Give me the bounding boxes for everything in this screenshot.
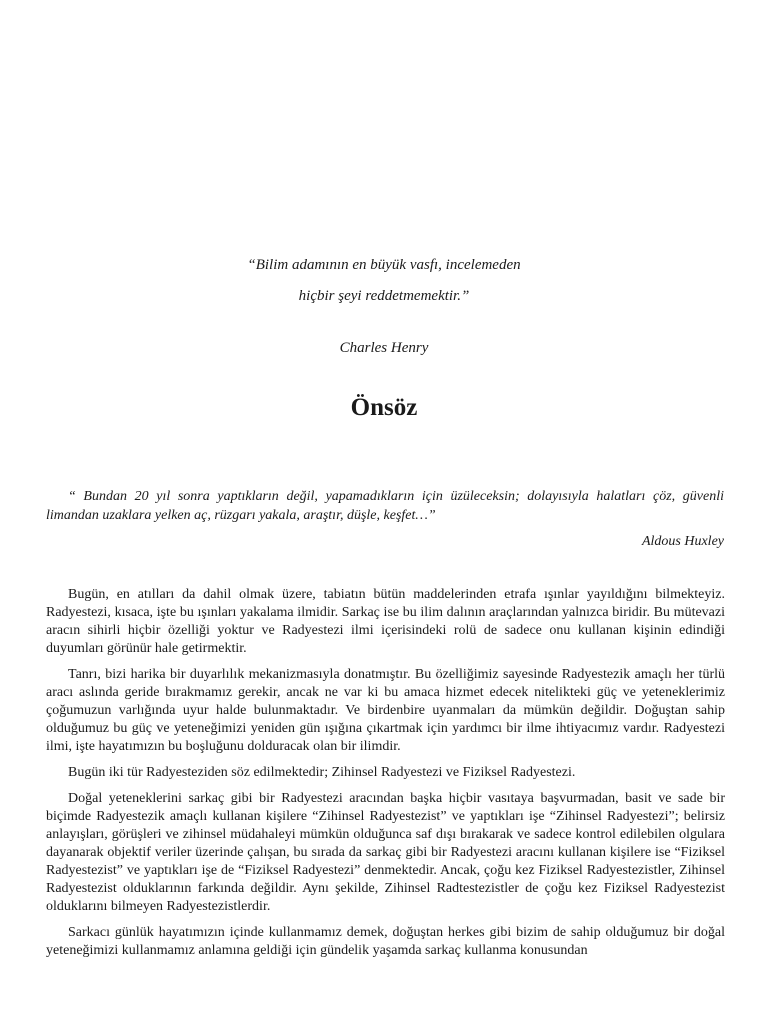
epigraph-line-1: “Bilim adamının en büyük vasfı, incelemeden	[247, 257, 521, 273]
paragraph: Tanrı, bizi harika bir duyarlılık mekanizmasıyla donatmıştır. Bu özelliğimiz sayesinde Radyestezik amaçlı her türlü aracı aslında geride bırakmamız gerekir, ancak ne var ki bu amaca hizmet edecek nitelikteki güç ve yeteneklerimiz çoğumuzun varlığında uyur halde bulunmaktadır. Ve birdenbire uyanmaları da mümkün değildir. Doğuştan sahip olduğumuz bu güç ve yeteneğimizi yeniden gün ışığına çıkartmak için yardımcı bir ilme ihtiyacımız vardır. Radyestezi ilmi, işte hayatımızın bu boşluğunu dolduracak olan bir ilimdir.	[46, 667, 725, 754]
paragraph: Bugün iki tür Radyesteziden söz edilmektedir; Zihinsel Radyestezi ve Fiziksel Radyestezi.	[68, 765, 576, 780]
paragraph: Doğal yeteneklerini sarkaç gibi bir Radyestezi aracından başka hiçbir vasıtaya başvurmadan, basit ve sade bir biçimde Radyestezik amaçlı kullanan kişilere “Zihinsel Radyestezist” ve yaptıkları işe “Zihinsel Radyestezi”; belirsiz anlayışları, görüşleri ve zihinsel müdahaleyi mümkün olduğunca saf dışı bırakarak ve sadece kontrol edilebilen olgulara dayanarak objektif veriler üzerinde çalışan, bu sırada da sarkaç gibi bir Radyestezi aracını kullanan kişilere ise “Fiziksel Radyestezist” ve yaptıkları işe de “Fiziksel Radyestezi” denmektedir. Ancak, çoğu kez Fiziksel Radyestezistler, Zihinsel Radyestezist olduklarının farkında değildir. Aynı şekilde, Zihinsel Radtestezistler de çoğu kez Fiziksel Radyestezist olduklarını bilmeyen Radyestezistlerdir.	[46, 791, 725, 914]
body-text	[46, 586, 725, 968]
page-title: Önsöz	[350, 394, 418, 421]
paragraph: Sarkacı günlük hayatımızın içinde kullanmamız demek, doğuştan herkes gibi bizim de sahip olduğumuz bir doğal yeteneğimizi kullanmamız anlamına geldiği için gündelik yaşamda sarkaç kullanma konusundan	[46, 925, 725, 958]
quote-text: “ Bundan 20 yıl sonra yaptıkların değil, yapamadıkların için üzüleceksin; dolayısıyla halatları çöz, güvenli limandan uzaklara yelken aç, rüzgarı yakala, araştır, düşle, keşfet…”	[46, 489, 724, 523]
epigraph	[0, 250, 768, 312]
epigraph-author: Charles Henry	[339, 340, 429, 356]
epigraph-line-2: hiçbir şeyi reddetmemektir.”	[298, 288, 470, 304]
paragraph: Bugün, en atılları da dahil olmak üzere, tabiatın bütün maddelerinden etrafa ışınlar yayıldığını bilmekteyiz. Radyestezi, kısaca, işte bu ışınları yakalama ilmidir. Sarkaç ise bu ilim dalının araçlarından yalnızca biridir. Bu mütevazi aracın sihirli hiçbir özelliği yoktur ve Radyestezi ilmi içerisindeki rolü de sadece onu kullanan kişinin edindiği duyumları görünür hale getirmektir.	[46, 587, 725, 656]
quote-author: Aldous Huxley	[641, 534, 724, 549]
